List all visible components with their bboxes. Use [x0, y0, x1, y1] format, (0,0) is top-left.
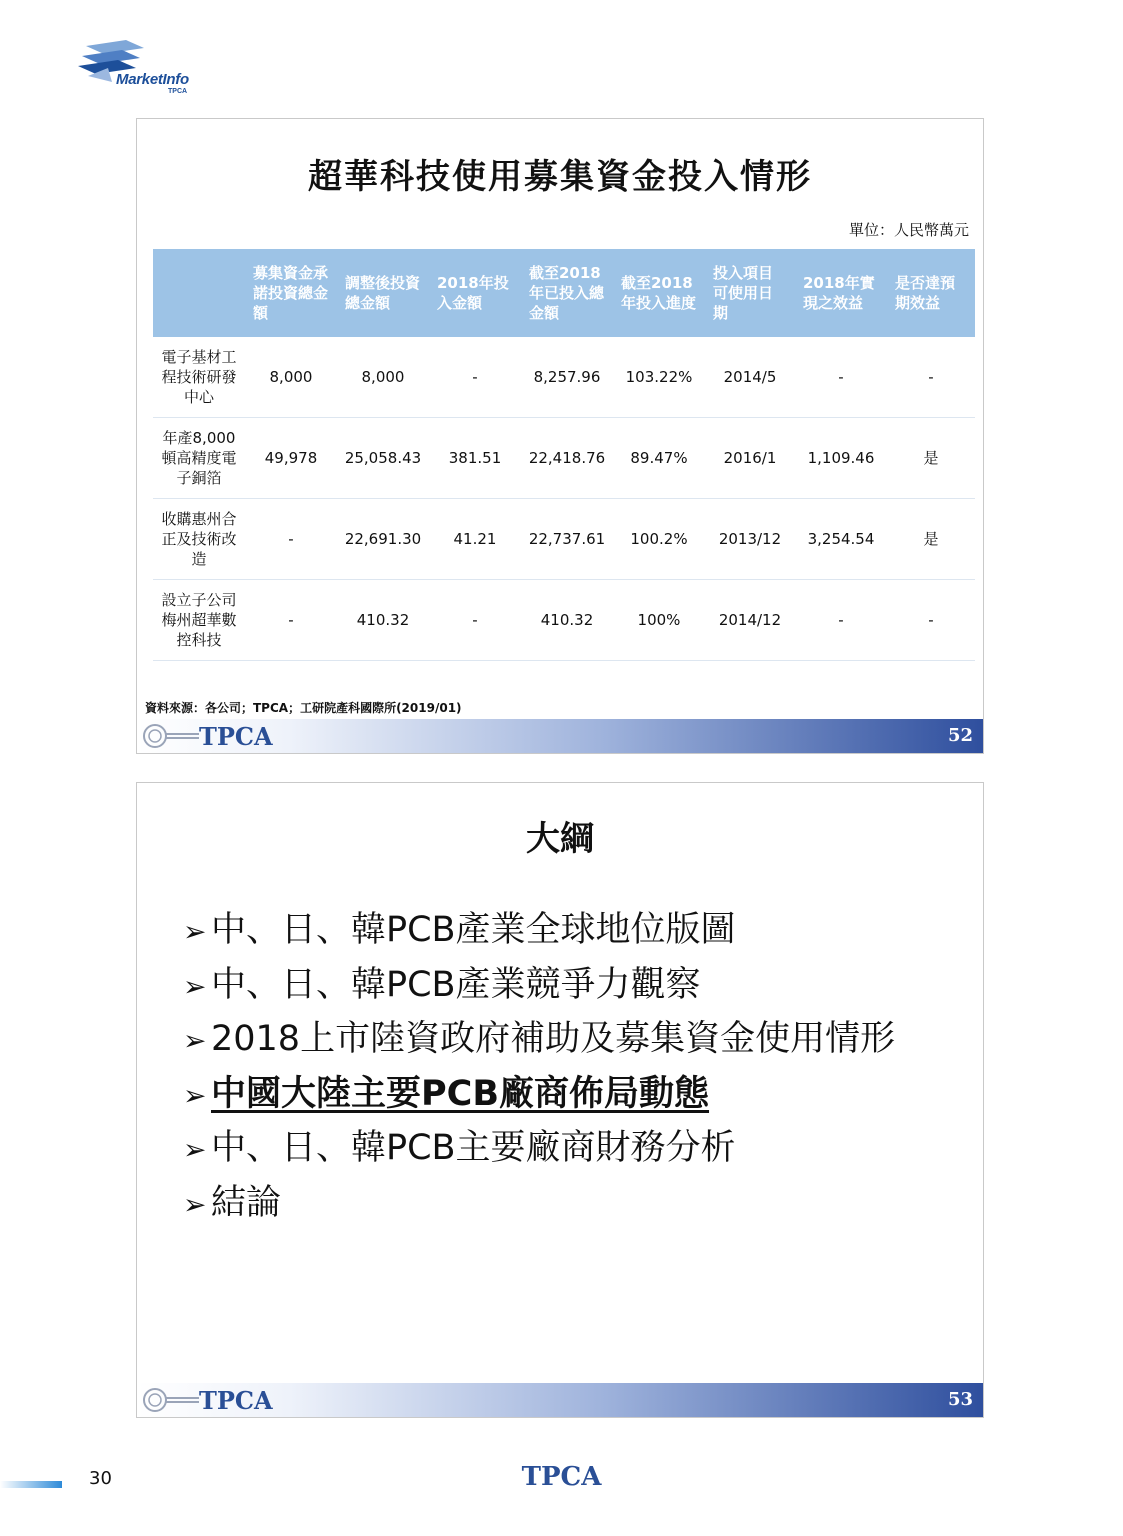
arrow-bullet-icon: ➢ — [183, 1024, 207, 1057]
list-item: ➢ 中、日、韓PCB產業競爭力觀察 — [183, 958, 895, 1013]
table-cell: 22,737.61 — [521, 499, 613, 580]
unit-label: 單位：人民幣萬元 — [848, 221, 969, 239]
table-header-cell: 截至2018年投入進度 — [613, 249, 705, 337]
table-cell: 收購惠州合正及技術改造 — [153, 499, 245, 580]
table-row — [153, 580, 975, 661]
arrow-bullet-icon: ➢ — [183, 915, 207, 948]
slide-footer — [137, 719, 983, 753]
table-header-cell — [153, 249, 245, 337]
table-cell: 41.21 — [429, 499, 521, 580]
table-cell: 是 — [887, 499, 975, 580]
arrow-bullet-icon: ➢ — [183, 1133, 207, 1166]
slide-number: 53 — [947, 1389, 973, 1410]
table-cell: 2014/5 — [705, 337, 795, 418]
table-cell: 410.32 — [521, 580, 613, 661]
table-cell: 22,418.76 — [521, 418, 613, 499]
table-cell: 381.51 — [429, 418, 521, 499]
list-item: ➢ 中、日、韓PCB主要廠商財務分析 — [183, 1121, 895, 1176]
list-item: ➢ 中、日、韓PCB產業全球地位版圖 — [183, 903, 895, 958]
table-cell: 設立子公司梅州超華數控科技 — [153, 580, 245, 661]
table-cell: 年產8,000頓高精度電子銅箔 — [153, 418, 245, 499]
source-note: 資料來源：各公司；TPCA；工研院產科國際所(2019/01) — [145, 701, 462, 715]
table-cell: 22,691.30 — [337, 499, 429, 580]
logo-subtext: TPCA — [168, 88, 188, 95]
slide-title: 超華科技使用募集資金投入情形 — [308, 157, 812, 197]
table-cell: 25,058.43 — [337, 418, 429, 499]
table-cell: - — [245, 499, 337, 580]
outline-list — [183, 903, 895, 1230]
table-cell: 103.22% — [613, 337, 705, 418]
table-cell: 8,000 — [245, 337, 337, 418]
table-cell: 1,109.46 — [795, 418, 887, 499]
table-cell: 2016/1 — [705, 418, 795, 499]
table-cell: 100% — [613, 580, 705, 661]
table-cell: 是 — [887, 418, 975, 499]
table-cell: 3,254.54 — [795, 499, 887, 580]
slide-52 — [136, 118, 984, 754]
table-cell: - — [887, 580, 975, 661]
table-cell: - — [245, 580, 337, 661]
tpca-emblem-icon — [139, 1385, 199, 1415]
table-cell: 410.32 — [337, 580, 429, 661]
table-cell: 49,978 — [245, 418, 337, 499]
table-cell: 2014/12 — [705, 580, 795, 661]
table-header-row — [153, 249, 975, 337]
funds-table — [153, 249, 975, 661]
table-header-cell: 投入項目可使用日期 — [705, 249, 795, 337]
page-number: 30 — [89, 1468, 112, 1489]
table-cell: 8,257.96 — [521, 337, 613, 418]
table-cell: - — [429, 580, 521, 661]
page-brand: TPCA — [521, 1462, 602, 1492]
table-row — [153, 418, 975, 499]
table-header-cell: 2018年實現之效益 — [795, 249, 887, 337]
table-cell: - — [795, 580, 887, 661]
table-header-cell: 2018年投入金額 — [429, 249, 521, 337]
table-cell: 電子基材工程技術研發中心 — [153, 337, 245, 418]
slide-53 — [136, 782, 984, 1418]
table-cell: - — [887, 337, 975, 418]
logo-text: MarketInfo — [116, 71, 189, 88]
table-header-cell: 調整後投資總金額 — [337, 249, 429, 337]
slide-number: 52 — [947, 725, 973, 746]
table-row — [153, 337, 975, 418]
arrow-bullet-icon: ➢ — [183, 1187, 207, 1221]
table-header-cell: 截至2018年已投入總金額 — [521, 249, 613, 337]
footer-brand: TPCA — [199, 1386, 273, 1415]
marketinfo-logo — [78, 38, 208, 98]
table-cell: - — [429, 337, 521, 418]
footer-brand: TPCA — [199, 722, 273, 751]
table-row — [153, 499, 975, 580]
arrow-bullet-icon: ➢ — [183, 1078, 207, 1112]
list-item: ➢ 結論 — [183, 1176, 895, 1231]
table-cell: 100.2% — [613, 499, 705, 580]
table-cell: 2013/12 — [705, 499, 795, 580]
table-cell: 89.47% — [613, 418, 705, 499]
list-item: ➢ 2018上市陸資政府補助及募集資金使用情形 — [183, 1012, 895, 1067]
table-cell: 8,000 — [337, 337, 429, 418]
table-cell: - — [795, 337, 887, 418]
slide-footer — [137, 1383, 983, 1417]
table-header-cell: 募集資金承諾投資總金額 — [245, 249, 337, 337]
slide-title: 大綱 — [526, 819, 594, 859]
arrow-bullet-icon: ➢ — [183, 969, 207, 1003]
tpca-emblem-icon — [139, 721, 199, 751]
table-header-cell: 是否達預期效益 — [887, 249, 975, 337]
list-item-current: ➢ 中國大陸主要PCB廠商佈局動態 — [183, 1067, 895, 1122]
